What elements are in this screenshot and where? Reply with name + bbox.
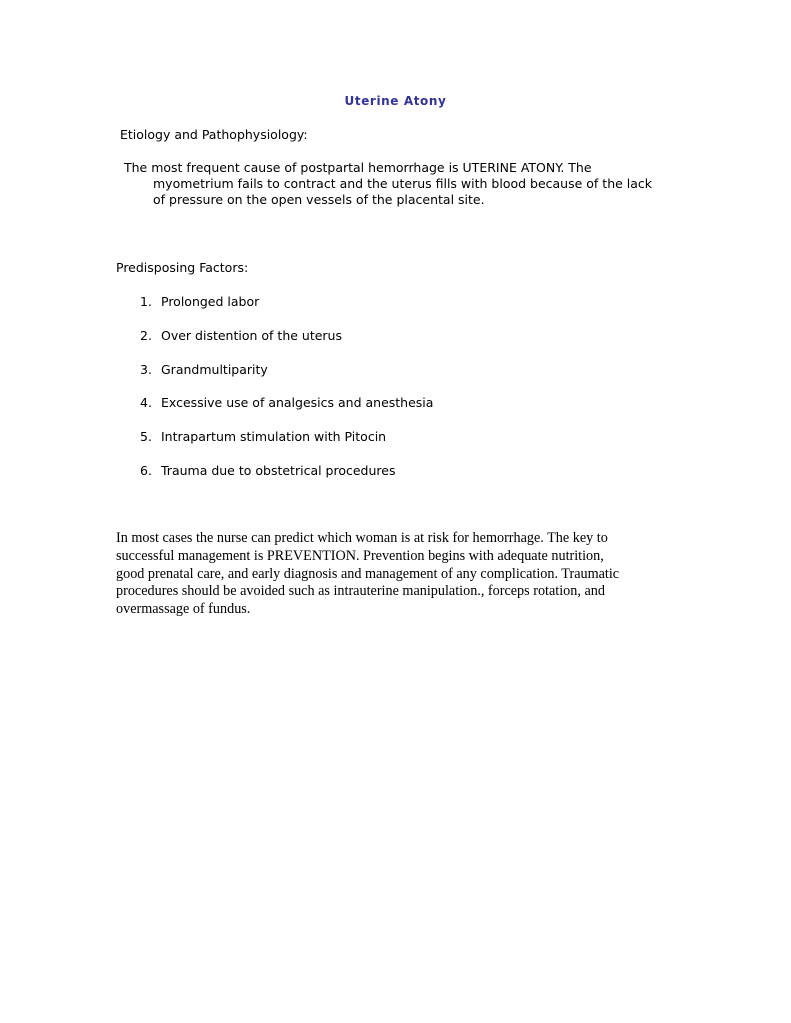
list-item-number: 6. [140,462,152,478]
prevention-line: successful management is PREVENTION. Prevention begins with adequate nutrition, [116,547,604,564]
list-item-number: 4. [140,395,152,411]
etiology-heading: Etiology and Pathophysiology: [120,127,308,142]
etiology-paragraph [124,160,684,208]
prevention-line: good prenatal care, and early diagnosis and management of any complication. Traumatic [116,565,620,582]
list-item-text: Excessive use of analgesics and anesthesia [161,395,434,411]
list-item-number: 1. [140,294,152,309]
list-item-number: 5. [140,429,152,445]
list-item-text: Grandmultiparity [161,361,268,377]
list-item-text: Prolonged labor [161,294,260,309]
list-item [140,463,433,497]
etiology-line: myometrium fails to contract and the uterus fills with blood because of the lack [153,176,653,191]
list-item-text: Over distention of the uterus [161,327,342,343]
etiology-line: The most frequent cause of postpartal hemorrhage is UTERINE ATONY. The [124,160,592,175]
list-item-text: Trauma due to obstetrical procedures [161,462,396,478]
prevention-line: In most cases the nurse can predict which woman is at risk for hemorrhage. The key to [116,530,608,546]
etiology-line: of pressure on the open vessels of the placental site. [153,192,485,207]
predisposing-factors-list [140,294,433,497]
list-item [140,328,433,362]
document-title: Uterine Atony [344,94,447,108]
list-item [140,395,433,429]
list-item [140,362,433,396]
predisposing-heading: Predisposing Factors: [116,260,249,275]
list-item-number: 2. [140,327,152,343]
list-item [140,429,433,463]
list-item-number: 3. [140,361,152,377]
prevention-paragraph [116,530,676,619]
list-item [140,294,433,328]
list-item-text: Intrapartum stimulation with Pitocin [161,429,387,445]
prevention-line: procedures should be avoided such as intrauterine manipulation., forceps rotation, and [116,583,605,600]
prevention-line: overmassage of fundus. [116,601,251,618]
